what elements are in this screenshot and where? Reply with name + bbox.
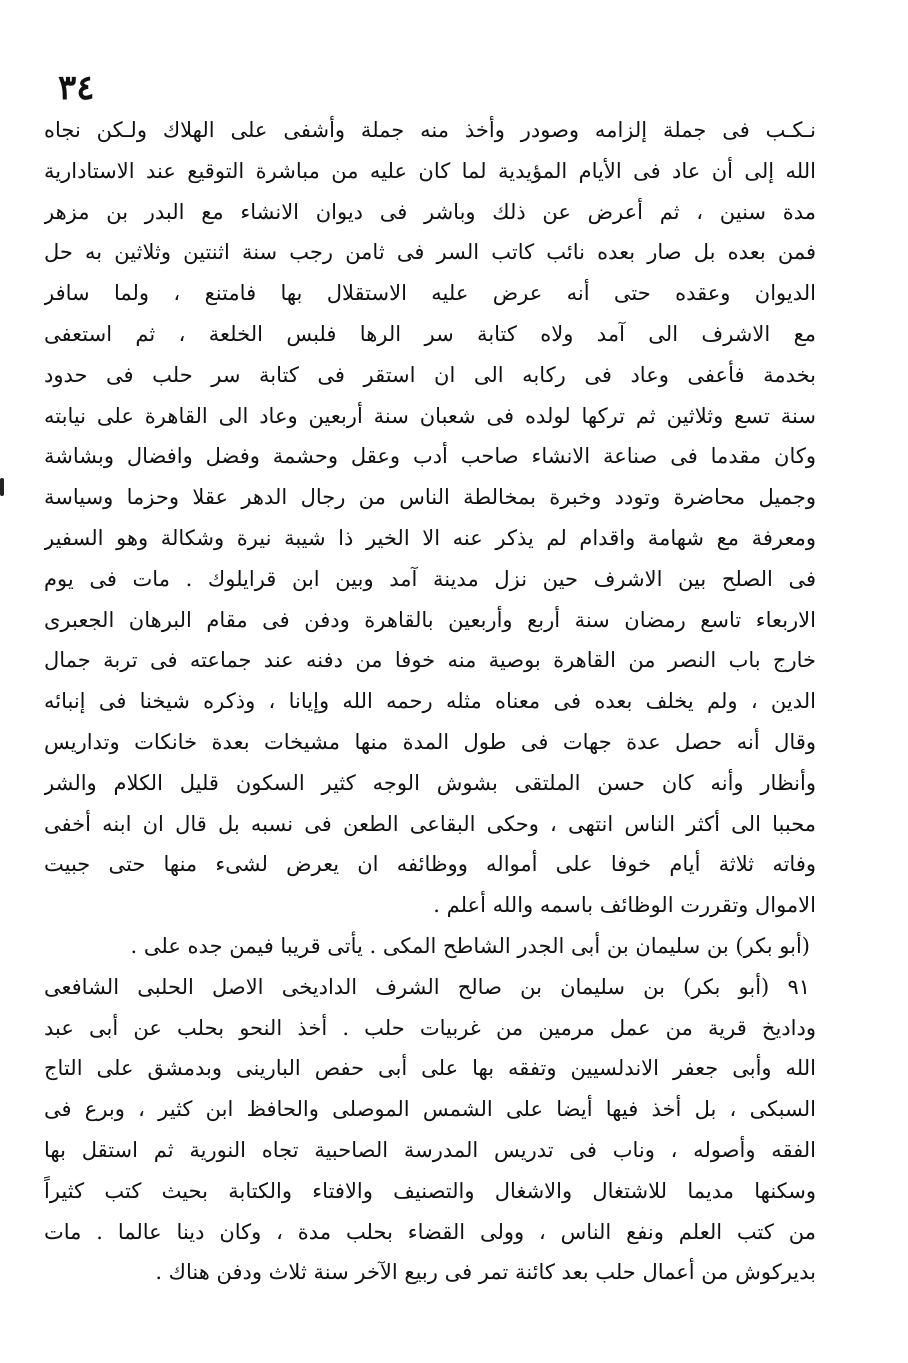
text-line: السبكى ، بل أخذ فيها أيضا على الشمس الموصلى والحافظ ابن كثير ، وبرع فى — [44, 1097, 816, 1122]
text-line: الديوان وعقده حتى أنه عرض عليه الاستقلال بها فامتنع ، ولما سافر — [44, 281, 816, 306]
text-block — [44, 110, 816, 1293]
text-line: وداديخ قرية من عمل مرمين من غربيات حلب . أخذ النحو بحلب عن أبى عبد — [44, 1015, 816, 1040]
text-line: وأنظار وأنه كان حسن الملتقى بشوش الوجه كثير السكون قليل الكلام والشر — [44, 770, 816, 795]
text-line: فمن بعده بل صار بعده نائب كاتب السر فى ثامن رجب سنة اثنتين وثلاثين به حل — [44, 240, 816, 265]
margin-mark — [0, 478, 4, 496]
text-line: بخدمة فأعفى وعاد فى ركابه الى ان استقر فى كتابة سر حلب فى حدود — [44, 362, 816, 387]
text-line: سنة تسع وثلاثين ثم تركها لولده فى شعبان سنة أربعين وعاد الى القاهرة على نيابته — [44, 403, 816, 428]
text-line: الاموال وتقررت الوظائف باسمه والله أعلم . — [433, 893, 816, 918]
text-line: وفاته ثلاثة أيام خوفا على أمواله ووظائفه ان يعرض لشىء منها حتى جبيت — [44, 852, 816, 877]
text-line: وقال أنه حصل عدة جهات فى طول المدة منها مشيخات بعدة خانكات وتداريس — [44, 729, 816, 754]
text-line: الدين ، ولم يخلف بعده فى معناه مثله رحمه الله وإيانا ، وذكره شيخنا فى إنبائه — [44, 689, 816, 714]
text-line: فى الصلح بين الاشرف حين نزل مدينة آمد وبين ابن قرايلوك . مات فى يوم — [44, 566, 816, 591]
text-line: مع الاشرف الى آمد ولاه كتابة سر الرها فلبس الخلعة ، ثم استعفى — [44, 321, 816, 346]
text-line: وجميل محاضرة وتودد وخبرة بمخالطة الناس من رجال الدهر عقلا وحزما وسياسة — [44, 485, 816, 510]
text-line: خارج باب النصر من القاهرة بوصية منه خوفا من دفنه عند جماعته فى تربة جمال — [44, 648, 816, 673]
text-line: الاربعاء تاسع رمضان سنة أربع وأربعين بالقاهرة ودفن فى مقام البرهان الجعبرى — [44, 607, 816, 632]
text-line: الفقه وأصوله ، وناب فى تدريس المدرسة الصاحبية تجاه النورية ثم استقل بها — [44, 1137, 816, 1162]
entry-line: ٩١ (أبو بكر) بن سليمان بن صالح الشرف الداديخى الاصل الحلبى الشافعى — [44, 974, 810, 999]
text-line: مدة سنين ، ثم أعرض عن ذلك وباشر فى ديوان الانشاء مع البدر بن مزهر — [44, 199, 816, 224]
text-line: وسكنها مديما للاشتغال والاشغال والتصنيف والافتاء والكتابة بحيث كتب كثيراً — [44, 1178, 816, 1203]
text-line: محببا الى أكثر الناس انتهى ، وحكى البقاعى الطعن فى نسبه بل قال ان ابنه أخفى — [44, 811, 816, 836]
entry-line: (أبو بكر) بن سليمان بن أبى الجدر الشاطح المكى . يأتى قريبا فيمن جده على . — [130, 933, 810, 958]
text-line: ومعرفة مع شهامة واقدام لم يذكر عنه الا الخير ذا شيبة نيرة وشكالة وهو السفير — [44, 525, 816, 550]
text-line: من كتب العلم ونفع الناس ، وولى القضاء بحلب مدة ، وكان دينا عالما . مات — [44, 1219, 816, 1244]
text-line: الله إلى أن عاد فى الأيام المؤيدية لما كان عليه من مباشرة التوقيع عند الاستادارية — [44, 158, 816, 183]
text-line: بديركوش من أعمال حلب بعد كائنة تمر فى ربيع الآخر سنة ثلاث ودفن هناك . — [155, 1260, 816, 1285]
text-line: وكان مقدما فى صناعة الانشاء صاحب أدب وعقل وحشمة وفضل وافضال وبشاشة — [44, 444, 816, 469]
page-number: ٣٤ — [58, 68, 95, 108]
text-line: الله وأبى جعفر الاندلسيين وتفقه بها على أبى حفص البارينى وبدمشق على التاج — [44, 1056, 816, 1081]
text-line: نـكـب فى جملة إلزامه وصودر وأخذ منه جملة وأشفى على الهلاك ولـكن نجاه — [44, 118, 816, 142]
